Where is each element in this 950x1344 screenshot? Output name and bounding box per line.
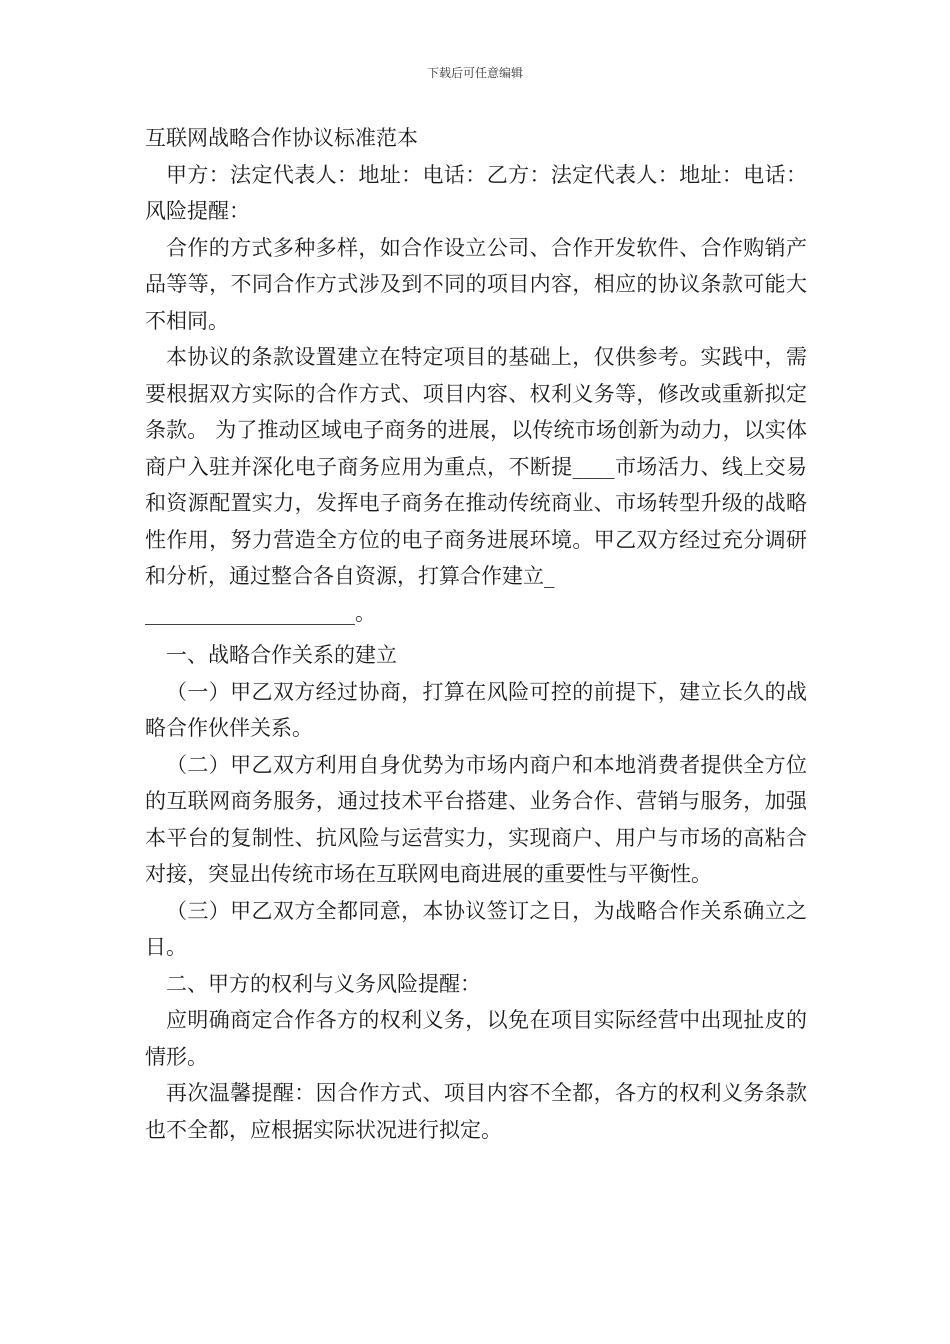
section-heading-1: 一、战略合作关系的建立 [166, 643, 397, 667]
parties-paragraph: 甲方：法定代表人：地址：电话：乙方：法定代表人：地址：电话：风险提醒： [145, 162, 807, 223]
document-title: 互联网战略合作协议标准范本 [145, 126, 418, 150]
document-body [145, 120, 807, 1148]
page-header-note: 下载后可任意编辑 [426, 66, 523, 80]
section-heading-2: 二、甲方的权利与义务风险提醒： [166, 971, 481, 996]
cooperation-methods-paragraph: 合作的方式多种多样，如合作设立公司、合作开发软件、合作购销产品等等，不同合作方式涉及到不同的项目内容，相应的协议条款可能大不相同。 [145, 235, 807, 333]
reminder-paragraph: 再次温馨提醒：因合作方式、项目内容不全都，各方的权利义务条款也不全都，应根据实际状况进行拟定。 [145, 1081, 807, 1142]
clause-1-1: （一）甲乙双方经过协商，打算在风险可控的前提下，建立长久的战略合作伙伴关系。 [145, 679, 807, 740]
blank-line: ____________________。 [145, 600, 376, 625]
clause-1-2: （二）甲乙双方利用自身优势为市场内商户和本地消费者提供全方位的互联网商务服务，通过技术平台搭建、业务合作、营销与服务，加强本平台的复制性、抗风险与运营实力，实现商户、用户与市场的高粘合对接，突显出传统市场在互联网电商进展的重要性与平衡性。 [145, 752, 807, 886]
clause-1-3: （三）甲乙双方全都同意，本协议签订之日，为战略合作关系确立之日。 [145, 898, 807, 959]
rights-obligations-paragraph: 应明确商定合作各方的权利义务，以免在项目实际经营中出现扯皮的情形。 [145, 1008, 807, 1069]
background-paragraph: 本协议的条款设置建立在特定项目的基础上，仅供参考。实践中，需要根据双方实际的合作方式、项目内容、权利义务等，修改或重新拟定条款。 为了推动区域电子商务的进展，以传统市场创新为动力，以实体商户入驻并深化电子商务应用为重点，不断提____市场活力、线上交易和资源配置实力，发挥电子商务在推动传统商业、市场转型升级的战略性作用，努力营造全方位的电子商务进展环境。甲乙双方经过充分调研和分析，通过整合各自资源，打算合作建立_ [145, 345, 807, 588]
